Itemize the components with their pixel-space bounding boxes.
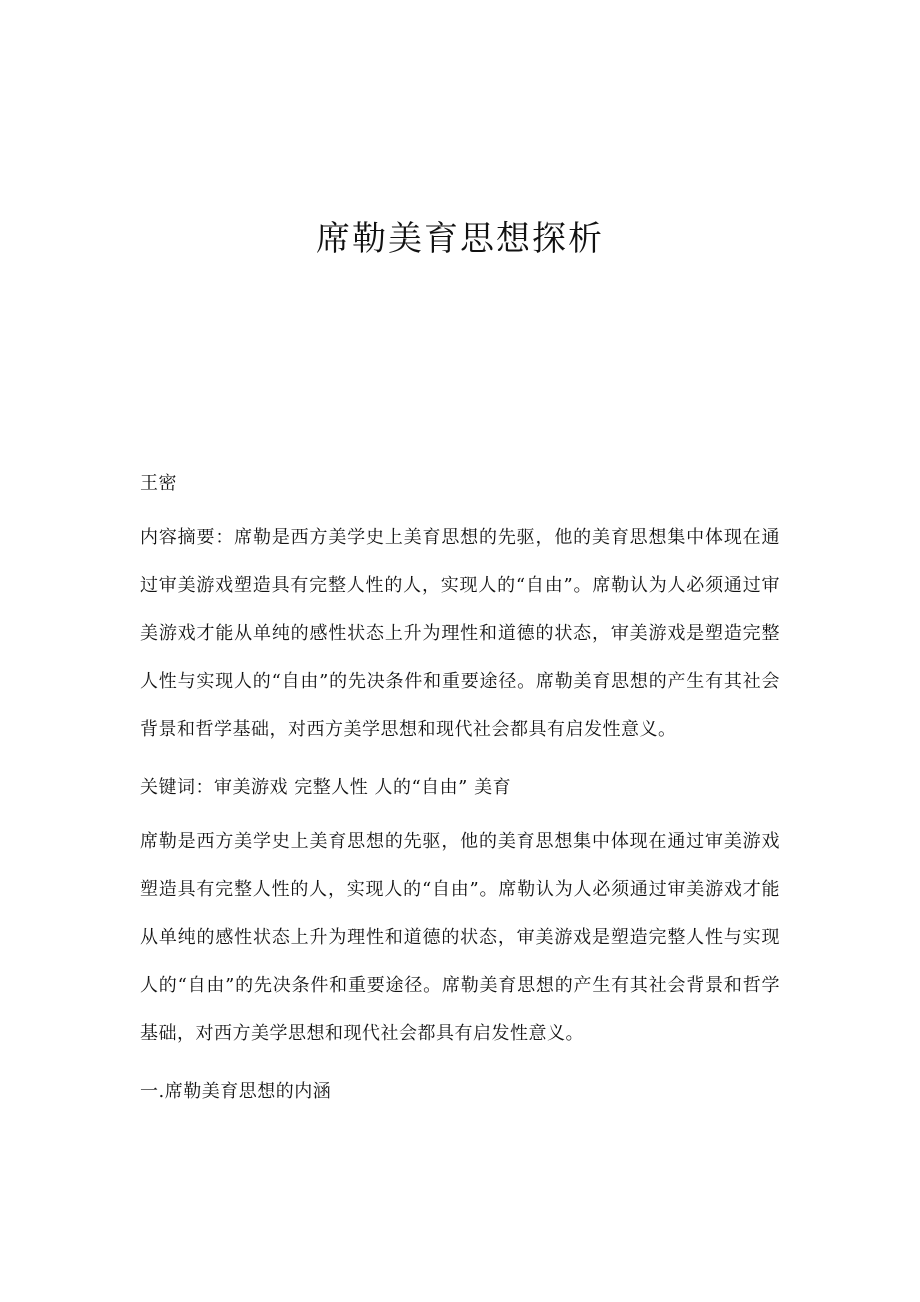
keywords-line: 关键词：审美游戏 完整人性 人的“自由” 美育: [140, 777, 512, 798]
document-title: 席勒美育思想探析: [316, 219, 604, 259]
abstract-paragraph: 内容摘要：席勒是西方美学史上美育思想的先驱，他的美育思想集中体现在通过审美游戏塑造具有完整人性的人，实现人的“自由”。席勒认为人必须通过审美游戏才能从单纯的感性状态上升为理性和道德的状态，审美游戏是塑造完整人性与实现人的“自由”的先决条件和重要途径。席勒美育思想的产生有其社会背景和哲学基础，对西方美学思想和现代社会都具有启发性意义。: [140, 527, 780, 740]
body-paragraph: 席勒是西方美学史上美育思想的先驱，他的美育思想集中体现在通过审美游戏塑造具有完整人性的人，实现人的“自由”。席勒认为人必须通过审美游戏才能从单纯的感性状态上升为理性和道德的状态，审美游戏是塑造完整人性与实现人的“自由”的先决条件和重要途径。席勒美育思想的产生有其社会背景和哲学基础，对西方美学思想和现代社会都具有启发性意义。: [140, 831, 780, 1044]
author-name: 王密: [140, 473, 177, 494]
section-heading: 一.席勒美育思想的内涵: [140, 1081, 332, 1102]
